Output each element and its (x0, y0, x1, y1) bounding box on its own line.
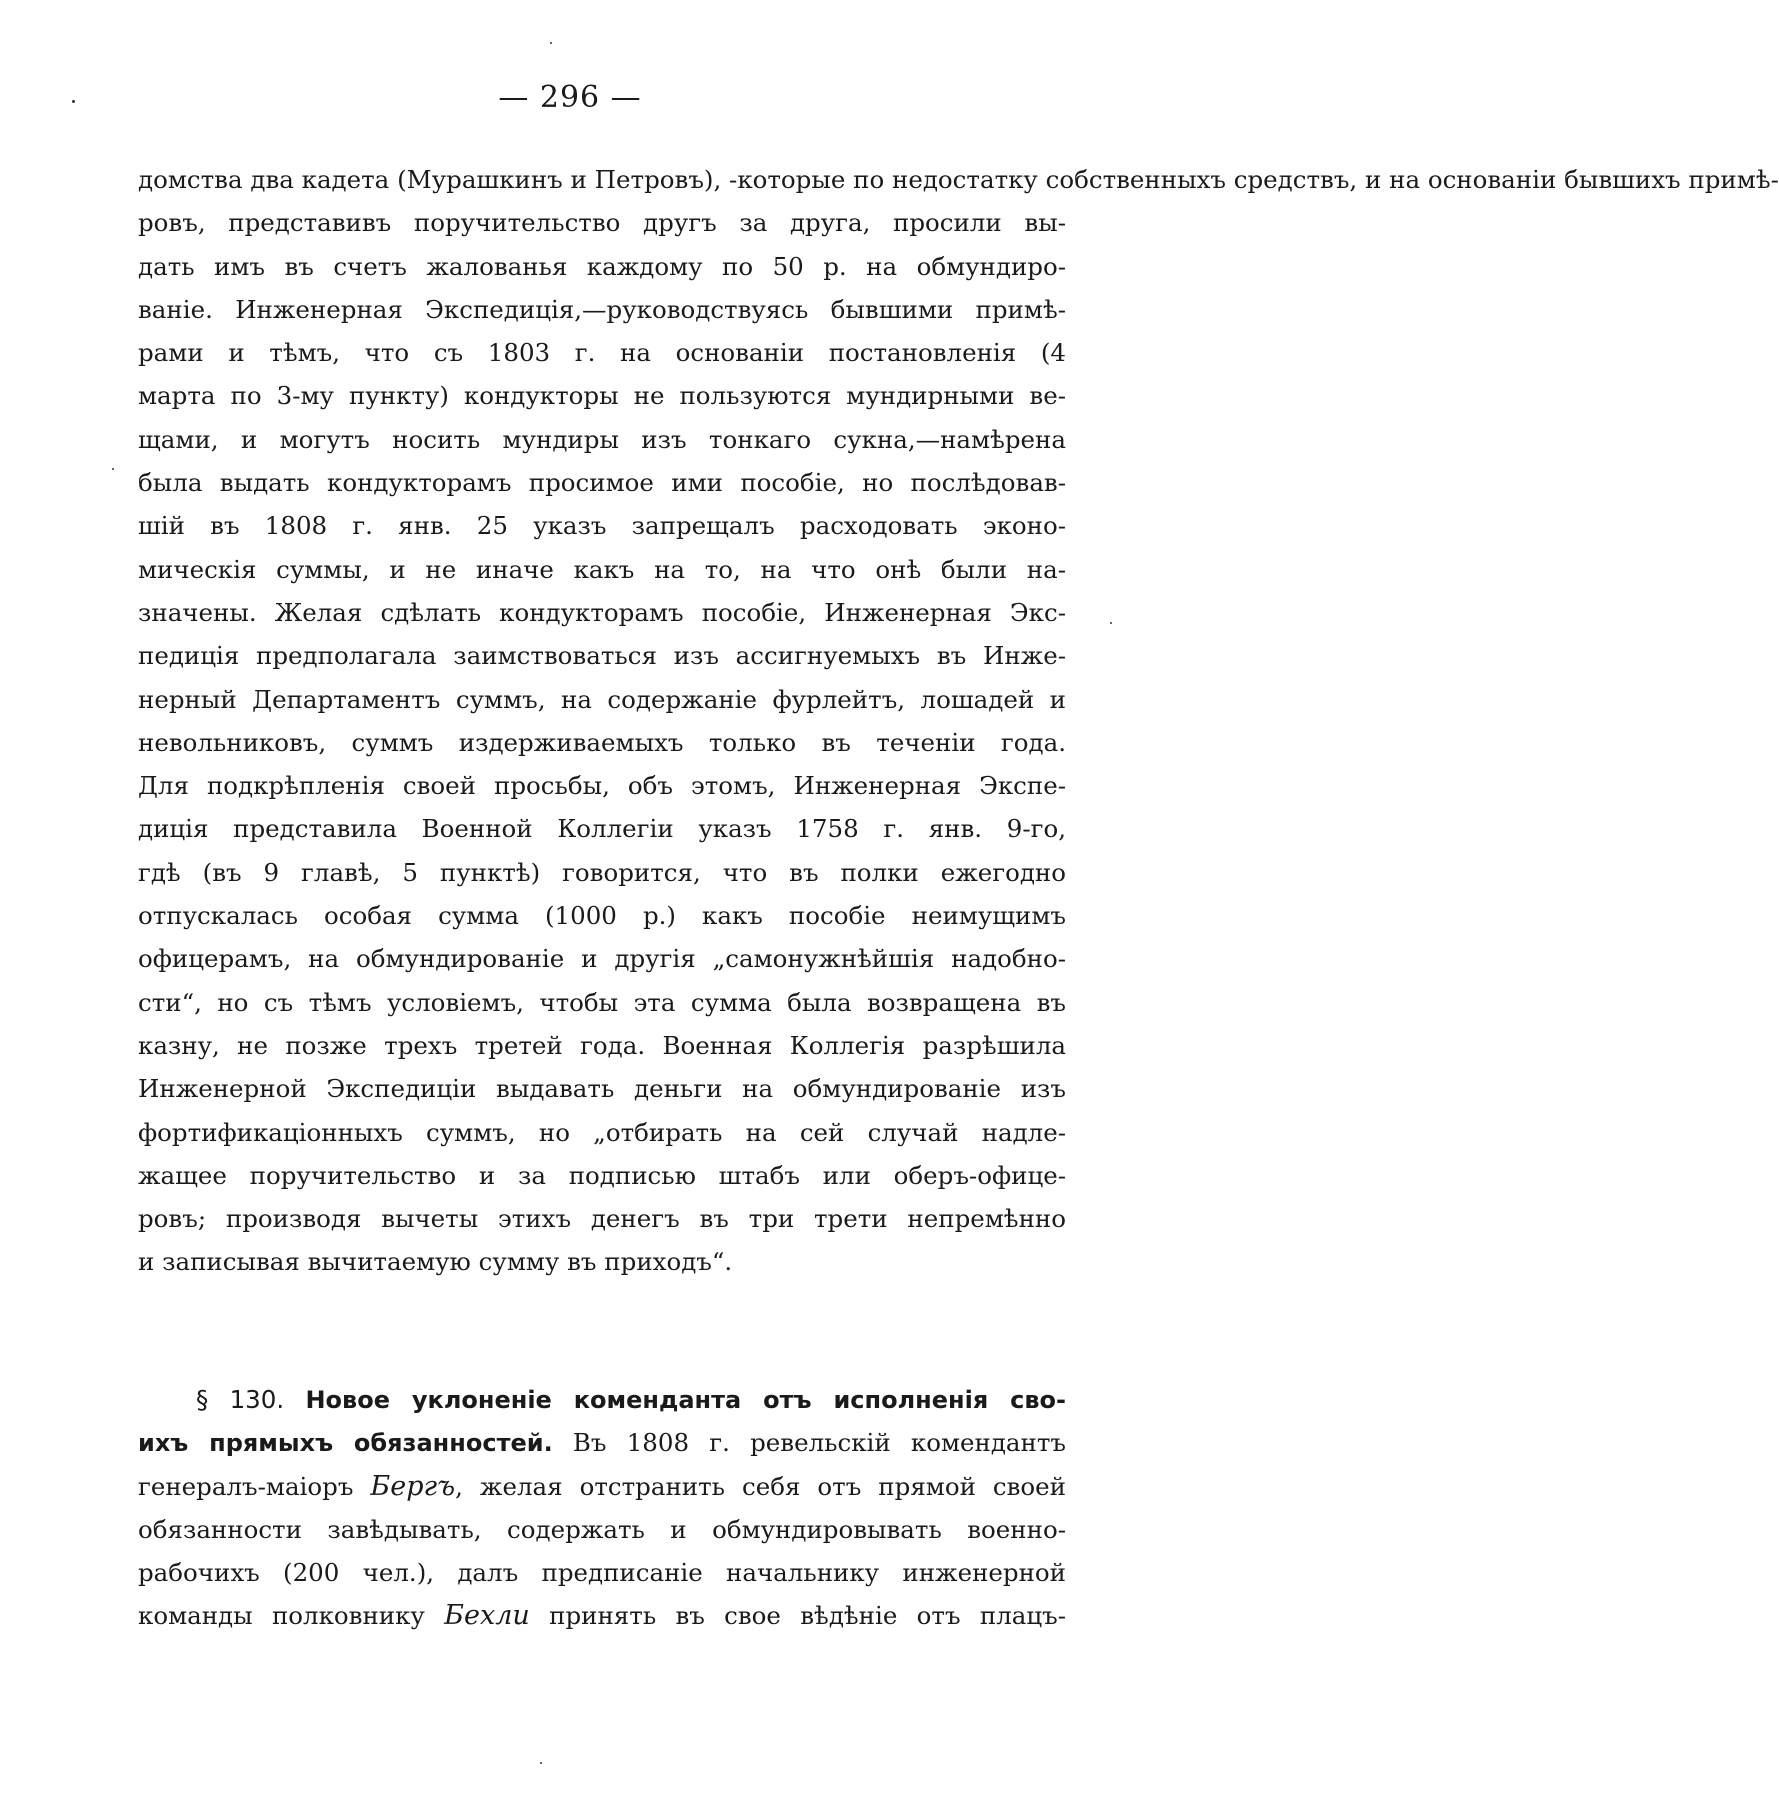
text-line: гдѣ (въ 9 главѣ, 5 пунктѣ) говорится, что въ полки ежегодно (138, 857, 1066, 887)
text-line: фортификаціонныхъ суммъ, но „отбирать на сей случай надле- (138, 1117, 1066, 1147)
print-speck (550, 42, 552, 44)
text-fragment: генералъ-маіоръ (138, 1471, 354, 1501)
print-speck (540, 1762, 542, 1764)
text-line: рами и тѣмъ, что съ 1803 г. на основаніи постановленія (4 (138, 338, 1066, 368)
text-line: ровъ, представивъ поручительство другъ за друга, просили вы- (138, 208, 1066, 238)
text-line: значены. Желая сдѣлать кондукторамъ пособіе, Инженерная Экс- (138, 597, 1066, 627)
text-fragment: команды полковнику (138, 1601, 425, 1631)
paragraph-2 (138, 1378, 1066, 1638)
text-line: была выдать кондукторамъ просимое ими пособіе, но послѣдовав- (138, 468, 1066, 498)
text-line (138, 1594, 1066, 1637)
print-speck (112, 468, 114, 470)
text-fragment: , желая отстранить себя отъ прямой своей (455, 1471, 1066, 1501)
text-line: педиція предполагала заимствоваться изъ ассигнуемыхъ въ Инже- (138, 641, 1066, 671)
text-line: невольниковъ, суммъ издерживаемыхъ только въ теченіи года. (138, 727, 1066, 757)
text-line: дать имъ въ счетъ жалованья каждому по 50 р. на обмундиро- (138, 251, 1066, 281)
text-line: рабочихъ (200 чел.), далъ предписаніе начальнику инженерной (138, 1558, 1066, 1588)
text-line: диція представила Военной Коллегіи указъ 1758 г. янв. 9-го, (138, 814, 1066, 844)
section-number: § 130. (196, 1385, 285, 1414)
section-heading-continued: ихъ прямыхъ обязанностей. (138, 1429, 553, 1458)
text-line: жащее поручительство и за подписью штабъ или оберъ-офице- (138, 1160, 1066, 1190)
text-line (138, 1421, 1066, 1464)
text-line: сти“, но съ тѣмъ условіемъ, чтобы эта сумма была возвращена въ (138, 987, 1066, 1017)
text-fragment: Въ 1808 г. ревельскій комендантъ (572, 1428, 1066, 1458)
text-line: домства два кадета (Мурашкинъ и Петровъ), -которые по недостатку собственныхъ средствъ, и на основаніи бывшихъ примѣ- (138, 165, 1779, 194)
print-speck (72, 100, 75, 103)
text-line: ровъ; производя вычеты этихъ денегъ въ три трети непремѣнно (138, 1204, 1066, 1234)
text-line: офицерамъ, на обмундированіе и другія „самонужнѣйшія надобно- (138, 944, 1066, 974)
text-line: щами, и могутъ носить мундиры изъ тонкаго сукна,—намѣрена (138, 424, 1066, 454)
text-line (138, 1465, 1066, 1508)
text-fragment: принять въ свое вѣдѣніе отъ плацъ- (549, 1601, 1066, 1631)
text-line: Для подкрѣпленія своей просьбы, объ этомъ, Инженерная Экспе- (138, 771, 1066, 801)
text-line: казну, не позже трехъ третей года. Военная Коллегія разрѣшила (138, 1030, 1066, 1060)
text-line: марта по 3-му пункту) кондукторы не пользуются мундирными ве- (138, 381, 1066, 411)
text-line: ваніе. Инженерная Экспедиція,—руководствуясь бывшими примѣ- (138, 294, 1066, 324)
text-line: мическія суммы, и не иначе какъ на то, на что онѣ были на- (138, 554, 1066, 584)
text-line: обязанности завѣдывать, содержать и обмундировывать военно- (138, 1514, 1066, 1544)
page-number: — 296 — (498, 80, 642, 115)
text-line: нерный Департаментъ суммъ, на содержаніе фурлейтъ, лошадей и (138, 684, 1066, 714)
print-speck (1110, 622, 1112, 624)
text-line: шій въ 1808 г. янв. 25 указъ запрещалъ расходовать эконо- (138, 511, 1066, 541)
paragraph-1 (138, 158, 1779, 1284)
text-line: Инженерной Экспедиціи выдавать деньги на обмундированіе изъ (138, 1074, 1066, 1104)
section-heading: Новое уклоненіе коменданта отъ исполненія сво- (305, 1386, 1066, 1414)
person-name: Бергъ (370, 1470, 456, 1502)
section-heading-line (138, 1378, 1066, 1421)
person-name: Бехли (444, 1600, 530, 1632)
text-line: и записывая вычитаемую сумму въ приходъ“. (138, 1247, 733, 1277)
text-line: отпускалась особая сумма (1000 р.) какъ пособіе неимущимъ (138, 901, 1066, 931)
